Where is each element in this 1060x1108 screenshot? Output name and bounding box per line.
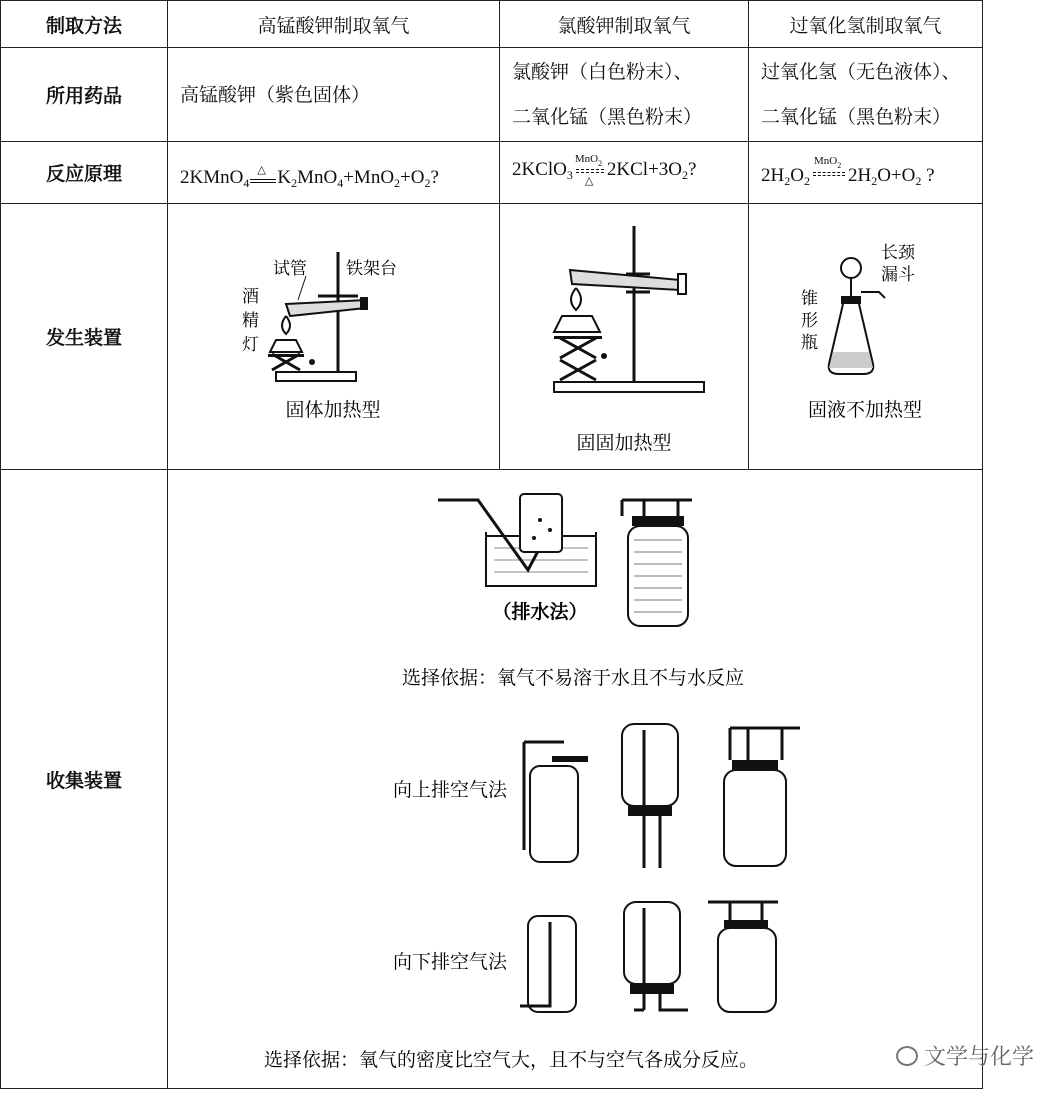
label-lamp-2: 精	[242, 311, 259, 331]
downward-bottle-2	[624, 902, 688, 1010]
label-funnel-2: 漏斗	[881, 265, 915, 285]
apparatus-label: 发生装置	[1, 204, 168, 470]
air-basis-text: 选择依据：氧气的密度比空气大，且不与空气各成分反应。	[263, 1049, 759, 1071]
solid-liquid-no-heat-diagram	[749, 204, 982, 465]
reagents-kmno4: 高锰酸钾（紫色固体）	[168, 48, 500, 142]
reagents-kclo3-line1: 氯酸钾（白色粉末）、	[512, 60, 693, 83]
upward-bottle-3	[724, 728, 800, 866]
reagents-h2o2-line2: 二氧化锰（黑色粉末）	[761, 105, 952, 128]
collection-cell	[168, 470, 983, 1089]
label-flask-1: 锥	[801, 289, 818, 309]
label-flask-2: 形	[801, 311, 818, 331]
label-lamp-1: 酒	[242, 287, 259, 307]
header-h2o2: 过氧化氢制取氧气	[749, 1, 983, 48]
caption-solid-heating: 固体加热型	[285, 399, 381, 421]
header-row	[1, 1, 983, 48]
downward-bottle-3	[708, 902, 778, 1012]
heat-symbol: △	[584, 174, 594, 187]
header-method: 制取方法	[1, 1, 168, 48]
catalyst-label: MnO$_2$	[813, 154, 842, 170]
collection-diagrams	[168, 470, 979, 1084]
label-test-tube: 试管	[273, 259, 307, 279]
upward-bottle-2	[622, 724, 678, 868]
wechat-icon	[896, 1046, 918, 1066]
label-funnel-1: 长颈	[881, 243, 915, 263]
reagents-h2o2-line1: 过氧化氢（无色液体）、	[761, 60, 961, 83]
collection-row	[1, 470, 983, 1089]
principle-row	[1, 142, 983, 204]
downward-bottle-1	[520, 916, 576, 1012]
reagents-kclo3-line2: 二氧化锰（黑色粉末）	[512, 105, 703, 128]
reagents-row	[1, 48, 983, 142]
reagents-kclo3	[500, 48, 749, 142]
caption-solid-solid-heating: 固固加热型	[576, 432, 672, 454]
watermark-text: 文学与化学	[923, 1045, 1034, 1070]
water-method-caption: （排水法）	[492, 601, 588, 623]
principle-label: 反应原理	[1, 142, 168, 204]
apparatus-h2o2	[749, 204, 983, 470]
reagents-label: 所用药品	[1, 48, 168, 142]
label-lamp-3: 灯	[242, 335, 259, 355]
equation-h2o2: $2H_2O_2$ MnO$_2$ $2H_2O+O_2$ ?	[749, 142, 983, 204]
solid-solid-heating-diagram	[500, 204, 748, 465]
catalyst-label: MnO$_2$	[574, 152, 603, 168]
downward-air-label: 向下排空气法	[392, 951, 508, 973]
collection-label: 收集装置	[1, 470, 168, 1089]
header-kmno4: 高锰酸钾制取氧气	[168, 1, 500, 48]
upward-air-label: 向上排空气法	[392, 779, 508, 801]
equation-kclo3: 2KClO$_3$ MnO$_2$ △ $2KCl+3O_2$?	[500, 142, 749, 204]
equation-kmno4: 2KMnO$_4$ △ $K_2MnO_4+MnO_2+O_2$?	[168, 142, 500, 204]
apparatus-row	[1, 204, 983, 470]
apparatus-kclo3	[500, 204, 749, 470]
caption-solid-liquid: 固液不加热型	[807, 399, 923, 421]
solid-heating-apparatus-diagram	[168, 204, 499, 465]
apparatus-kmno4	[168, 204, 500, 470]
watermark	[896, 1040, 1034, 1071]
upward-bottle-1	[524, 742, 588, 862]
label-flask-3: 瓶	[801, 333, 818, 353]
reagents-h2o2	[749, 48, 983, 142]
heat-symbol: △	[257, 163, 266, 176]
label-iron-stand: 铁架台	[346, 259, 397, 279]
water-basis-text: 选择依据：氧气不易溶于水且不与水反应	[401, 667, 745, 689]
header-kclo3: 氯酸钾制取氧气	[500, 1, 749, 48]
